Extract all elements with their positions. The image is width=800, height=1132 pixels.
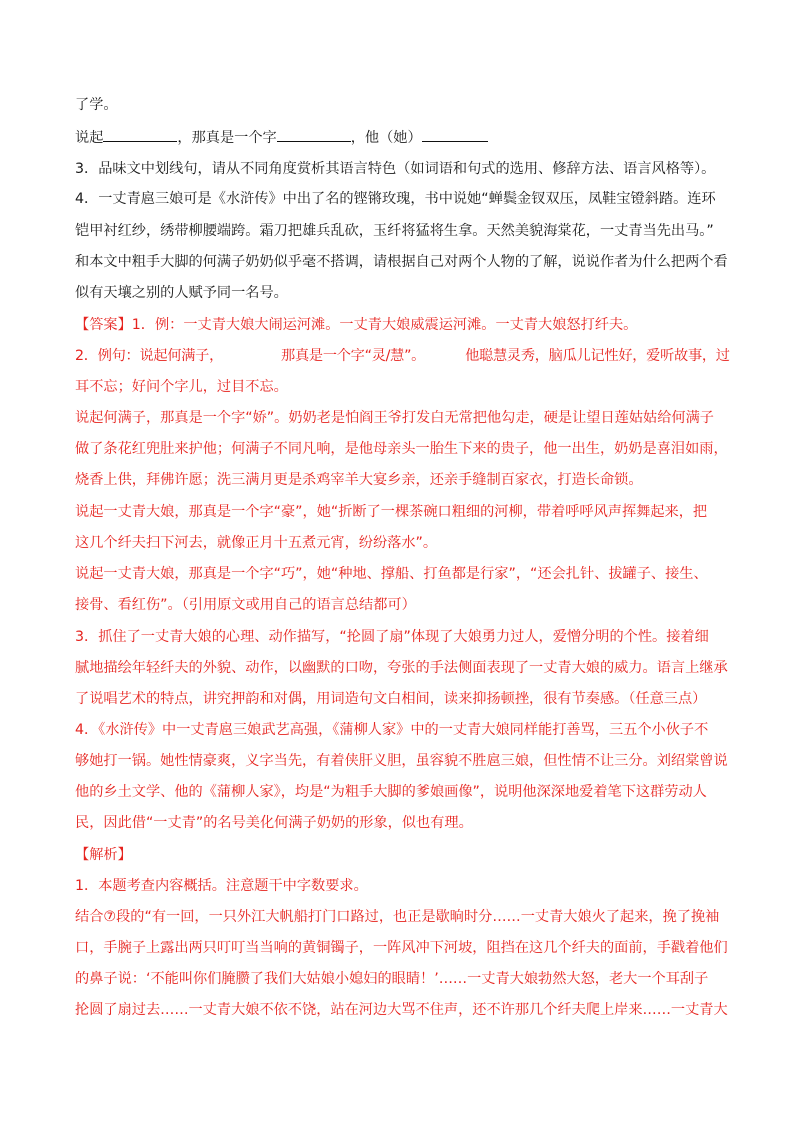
- answer-blank-1[interactable]: [103, 127, 177, 142]
- answer-blank-2[interactable]: [277, 127, 351, 142]
- answer-text: 他聪慧灵秀，脑瓜儿记性好，爱听故事，过: [465, 348, 730, 364]
- answer-line: 耳不忘；好问个字儿，过目不忘。: [75, 379, 288, 395]
- answer-line: 接骨、看红伤”。（引用原文或用自己的语言总结都可）: [75, 597, 416, 613]
- answer-3: 3．抓住了一丈青大娘的心理、动作描写，“抡圆了扇”体现了大娘勇力过人，爱憎分明的个性。接着细: [75, 629, 709, 645]
- analysis-line: 的鼻子说：‘不能叫你们腌臜了我们大姑娘小媳妇的眼睛！’……一丈青大娘勃然大怒，老大一个耳刮子: [75, 971, 709, 987]
- analysis-line: 抡圆了扇过去……一丈青大娘不依不饶，站在河边大骂不住声，还不许那几个纤夫爬上岸来……一丈青大: [75, 1002, 728, 1018]
- fill-prompt-3: ，他（她）: [350, 130, 422, 146]
- answer-line: 民，因此借“一丈青”的名号美化何满子奶奶的形象，似也有理。: [75, 815, 473, 831]
- text-line: 铠甲衬红纱，绣带柳腰端跨。霜刀把雄兵乱砍，玉纤将猛将生拿。天然美貌海棠花，一丈青当先出马。”: [75, 223, 714, 239]
- answer-line: 腻地描绘年轻纤夫的外貌、动作，以幽默的口吻，夸张的手法侧面表现了一丈青大娘的威力。语言上继承: [75, 660, 728, 676]
- analysis-line: 口，手腕子上露出两只叮叮当当响的黄铜镯子，一阵风冲下河坡，阻挡在这几个纤夫的面前，手戳着他们: [75, 940, 728, 956]
- fill-prompt-2: ，那真是一个字: [177, 130, 277, 146]
- answer-text: 2．例句：说起何满子，: [75, 348, 224, 364]
- text-line: 了学。: [75, 97, 118, 113]
- fill-prompt-1: 说起: [75, 130, 104, 146]
- answer-2-example: [75, 346, 730, 366]
- answer-line: 说起何满子，那真是一个字“娇”。奶奶老是怕阎王爷打发白无常把他勾走，硬是让望日莲姑姑给何满子: [75, 410, 714, 426]
- answer-line: 烧香上供，拜佛许愿；洗三满月更是杀鸡宰羊大宴乡亲，还亲手缝制百家衣，打造长命锁。: [75, 472, 643, 488]
- answer-heading: 【答案】1．例：一丈青大娘大闹运河滩。一丈青大娘威震运河滩。一丈青大娘怒打纤夫。: [75, 317, 638, 333]
- answer-line: 说起一丈青大娘，那真是一个字“巧”，她“种地、撑船、打鱼都是行家”，“还会扎针、拔罐子、接生、: [75, 566, 708, 582]
- answer-line: 了说唱艺术的特点，讲究押韵和对偶，用词造句文白相间，读来抑扬顿挫，很有节奏感。（任意三点）: [75, 691, 707, 707]
- answer-blank-3[interactable]: [422, 127, 488, 142]
- question-3: 3．品味文中划线句，请从不同角度赏析其语言特色（如词语和句式的选用、修辞方法、语言风格等）。: [75, 161, 716, 177]
- fill-in-line: [75, 127, 488, 148]
- analysis-heading: 【解析】: [75, 847, 132, 863]
- answer-text: 那真是一个字“灵/慧”。: [281, 348, 426, 364]
- text-line: 和本文中粗手大脚的何满子奶奶似乎毫不搭调，请根据自己对两个人物的了解，说说作者为什么把两个看: [75, 254, 728, 270]
- text-line: 似有天壤之别的人赋予同一名号。: [75, 285, 288, 301]
- question-4: 4．一丈青扈三娘可是《水浒传》中出了名的铿锵玫瑰，书中说她“蝉鬓金钗双压，凤鞋宝镫斜踏。连环: [75, 191, 716, 207]
- answer-line: 他的乡土文学、他的《蒲柳人家》，均是“为粗手大脚的爹娘画像”，说明他深深地爱着笔下这群劳动人: [75, 784, 707, 800]
- answer-line: 做了条花红兜肚来护他；何满子不同凡响，是他母亲头一胎生下来的贵子，他一出生，奶奶是喜泪如雨，: [75, 441, 728, 457]
- answer-line: 说起一丈青大娘，那真是一个字“豪”，她“折断了一棵茶碗口粗细的河柳，带着呼呼风声挥舞起来，把: [75, 504, 708, 520]
- answer-line: 够她打一锅。她性情豪爽，义字当先，有着侠肝义胆，虽容貌不胜扈三娘，但性情不让三分。刘绍棠曾说: [75, 753, 728, 769]
- analysis-line: 结合⑦段的“有一回，一只外江大帆船打门口路过，也正是歇晌时分……一丈青大娘火了起来，挽了挽袖: [75, 909, 720, 925]
- analysis-1: 1．本题考查内容概括。注意题干中字数要求。: [75, 878, 368, 894]
- answer-line: 这几个纤夫扫下河去，就像正月十五煮元宵，纷纷落水”。: [75, 535, 438, 551]
- answer-4: 4．《水浒传》中一丈青扈三娘武艺高强，《蒲柳人家》中的一丈青大娘同样能打善骂，三五个小伙子不: [75, 722, 709, 738]
